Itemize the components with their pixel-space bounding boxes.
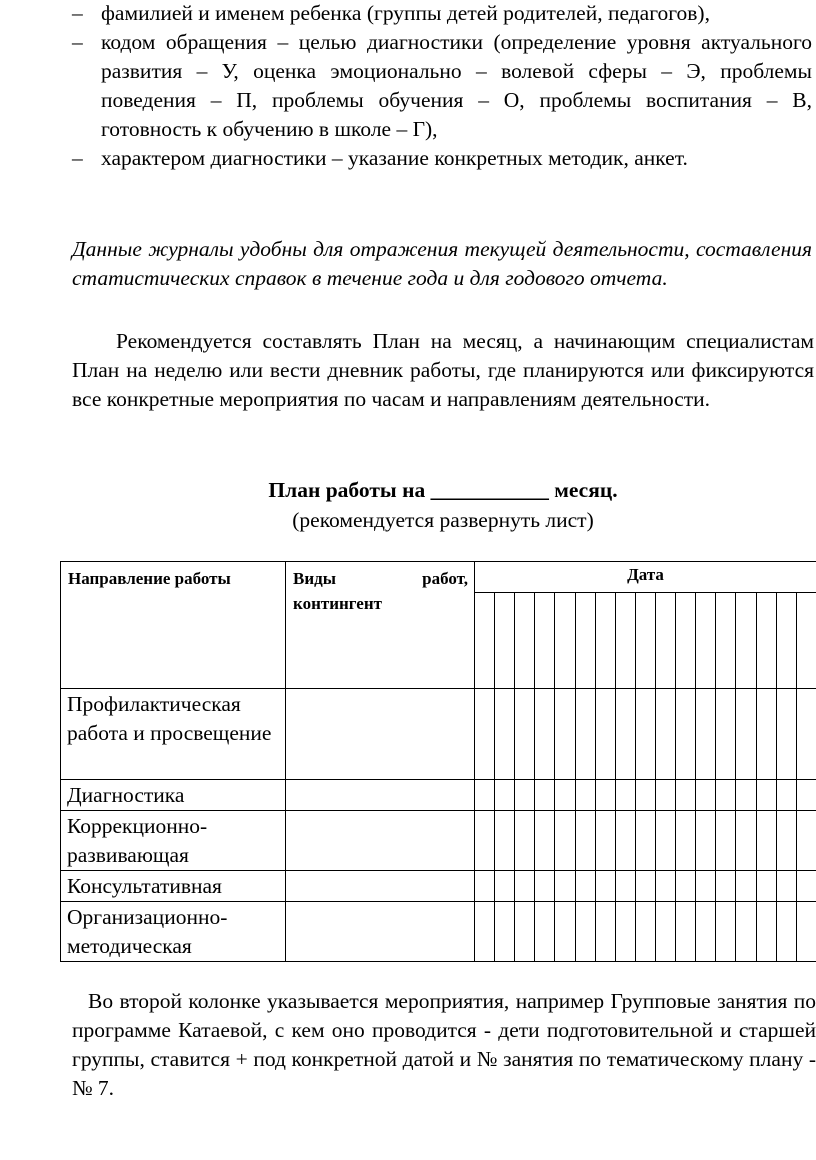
date-cell [756,902,776,962]
date-cell [655,902,675,962]
date-cell [555,780,575,811]
date-subcolumn-cell [635,592,655,688]
date-subcolumn-cell [475,592,495,688]
date-cell [676,689,696,780]
date-cell [696,811,716,871]
date-cell [736,902,756,962]
date-cell [716,811,736,871]
row-direction-prophylaxis: Профилактическая работа и просвещение [61,689,286,780]
header-kinds: Виды работ, контингент [286,562,475,689]
date-cell [575,780,595,811]
date-subcolumn-cell [555,592,575,688]
date-cell [495,689,515,780]
row-direction-correction: Коррекционно-развивающая [61,811,286,871]
row-kinds-cell [286,780,475,811]
date-cell [555,902,575,962]
date-cell [696,902,716,962]
date-subcolumn-cell [776,592,796,688]
date-cell [615,871,635,902]
date-cell [796,871,816,902]
date-subcolumn-cell [676,592,696,688]
date-cell [635,689,655,780]
date-subcolumn-cell [655,592,675,688]
bullet-dash: – [72,146,83,170]
date-cell [575,689,595,780]
row-direction-diagnostics: Диагностика [61,780,286,811]
row-kinds-cell [286,811,475,871]
date-cell [615,689,635,780]
date-subcolumn-cell [495,592,515,688]
date-cell [635,780,655,811]
date-cell [475,811,495,871]
date-cell [495,902,515,962]
date-cell [676,902,696,962]
list-item-text: характером диагностики – указание конкретных методик, анкет. [101,146,688,170]
table-row [61,871,816,902]
journals-note-paragraph: Данные журналы удобны для отражения текущей деятельности, составления статистических справок в течение года и для годового отчета. [72,237,812,290]
date-cell [635,902,655,962]
work-plan-table [60,561,816,962]
date-cell [515,871,535,902]
date-cell [615,902,635,962]
date-subcolumn-cell [595,592,615,688]
date-cell [696,689,716,780]
date-cell [595,902,615,962]
date-subcolumn-cell [615,592,635,688]
date-subcolumn-cell [796,592,816,688]
date-cell [736,780,756,811]
date-cell [575,902,595,962]
date-cell [635,811,655,871]
date-cell [515,902,535,962]
date-subcolumn-cell [696,592,716,688]
date-cell [475,780,495,811]
date-cell [555,689,575,780]
date-cell [615,780,635,811]
date-cell [716,871,736,902]
date-cell [635,871,655,902]
date-cell [676,811,696,871]
date-cell [796,811,816,871]
date-cell [696,780,716,811]
date-cell [515,780,535,811]
date-cell [575,811,595,871]
date-cell [535,780,555,811]
date-cell [595,780,615,811]
date-cell [736,871,756,902]
date-cell [555,811,575,871]
list-item [72,0,812,28]
table-row [61,689,816,780]
diagnostic-journal-list [72,0,812,173]
date-cell [736,689,756,780]
closing-paragraph: Во второй колонке указывается мероприятия, например Групповые занятия по программе Катаевой, с кем оно проводится - дети подготовительной и старшей группы, ставится + под конкретной датой и № занятия по тематическому плану - № 7. [72,989,816,1100]
date-cell [655,871,675,902]
list-item [72,144,812,173]
date-subcolumn-cell [535,592,555,688]
row-direction-consulting: Консультативная [61,871,286,902]
row-kinds-cell [286,871,475,902]
date-cell [776,780,796,811]
date-cell [495,811,515,871]
list-item-text: кодом обращения – целью диагностики (определение уровня актуального развития – У, оценка эмоционально – волевой сферы – Э, проблемы поведения – П, проблемы обучения – О, проблемы воспитания – В, готовность к обучению в школе – Г), [101,30,812,141]
date-cell [655,689,675,780]
date-cell [796,689,816,780]
date-subcolumn-cell [756,592,776,688]
date-cell [756,871,776,902]
date-cell [615,811,635,871]
list-item [72,28,812,144]
plan-subtitle: (рекомендуется развернуть лист) [292,508,594,532]
date-subcolumn-cell [515,592,535,688]
date-cell [796,780,816,811]
date-cell [595,689,615,780]
date-cell [475,689,495,780]
date-cell [756,689,776,780]
date-cell [716,780,736,811]
date-cell [535,689,555,780]
date-cell [555,871,575,902]
date-cell [716,689,736,780]
bullet-dash: – [72,1,83,25]
header-date: Дата [475,562,816,593]
table-header-row [61,562,816,593]
date-cell [776,871,796,902]
date-cell [595,811,615,871]
list-item-text: фамилией и именем ребенка (группы детей родителей, педагогов), [101,1,710,25]
date-cell [475,871,495,902]
date-cell [756,811,776,871]
date-cell [776,811,796,871]
date-cell [776,902,796,962]
date-cell [676,871,696,902]
date-cell [655,811,675,871]
date-cell [796,902,816,962]
date-cell [515,689,535,780]
row-kinds-cell [286,902,475,962]
table-row [61,811,816,871]
date-cell [575,871,595,902]
date-cell [676,780,696,811]
plan-title: План работы на ___________ месяц. [268,478,618,502]
date-cell [495,780,515,811]
date-cell [495,871,515,902]
row-kinds-cell [286,689,475,780]
date-subcolumn-cell [736,592,756,688]
date-subcolumn-cell [575,592,595,688]
date-cell [776,689,796,780]
date-cell [716,902,736,962]
table-row [61,902,816,962]
date-cell [535,902,555,962]
date-cell [696,871,716,902]
date-cell [515,811,535,871]
date-cell [655,780,675,811]
date-cell [756,780,776,811]
table-row [61,780,816,811]
bullet-dash: – [72,30,83,54]
header-direction: Направление работы [61,562,286,689]
date-cell [736,811,756,871]
date-cell [535,871,555,902]
date-cell [535,811,555,871]
recommendation-paragraph: Рекомендуется составлять План на месяц, а начинающим специалистам План на неделю или вести дневник работы, где планируются или фиксируются все конкретные мероприятия по часам и направлениям деятельности. [72,329,814,411]
date-subcolumn-cell [716,592,736,688]
date-cell [475,902,495,962]
row-direction-organizational: Организационно-методическая [61,902,286,962]
date-cell [595,871,615,902]
